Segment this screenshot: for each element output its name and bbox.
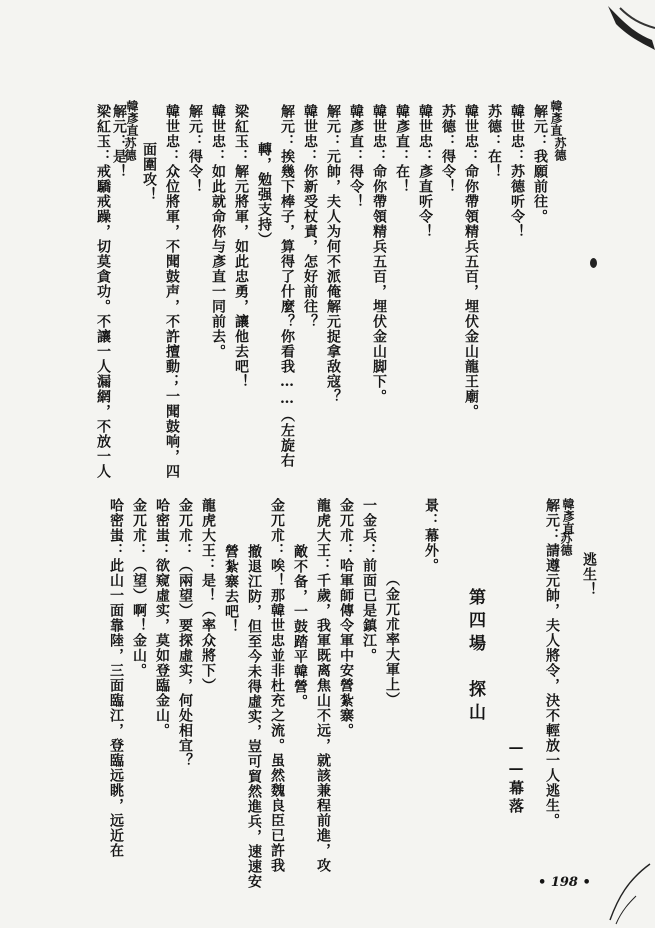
text-line: 哈密蚩：此山一面靠陸，三面臨江，登臨远眺，远近在 — [108, 498, 124, 858]
text-line: 金兀朮：唉！那韓世忠並非杜充之流。虽然魏良臣已許我 — [269, 498, 285, 873]
text-line: 金兀朮：哈軍師傳令軍中安營紮寨。 — [338, 498, 354, 738]
text-line: 韓彥直：在！ — [394, 104, 410, 194]
curtain-falls-label: ——幕落 — [507, 738, 525, 816]
scan-margin-mark — [606, 858, 654, 928]
text-line: 解元：挨幾下棒子，算得了什麼？你看我……（左旋右 — [279, 104, 295, 468]
text-line: 一金兵：前面已是鎮江。 — [361, 498, 377, 663]
text-line: 解元：元帥，夫人为何不派俺解元捉拿敌寇？ — [325, 104, 341, 404]
text-line: 梁紅玉：解元將軍，如此忠勇，讓他去吧！ — [233, 104, 249, 389]
text-line: 轉，勉强支持） — [256, 142, 272, 247]
text-line: 梁紅玉：戒驕戒躁，切莫貪功。不讓一人漏網，不放一人 — [95, 104, 111, 479]
text-line: 營紮寨去吧！ — [223, 544, 239, 634]
speaker-su-de-label: 苏德 — [553, 137, 567, 161]
text-line: 韓世忠：众位將軍，不聞鼓声，不許擅動；一聞鼓响，四 — [164, 104, 180, 479]
text-line: 解元：我願前往。 — [532, 104, 548, 224]
text-line: 金兀朮：（兩望）要探虛实，何处相宜？ — [177, 498, 193, 768]
text-line: 韓世忠：苏德听令！ — [509, 104, 525, 239]
speaker-han-yanzhi-label: 韓彥直 — [125, 100, 139, 136]
text-line: 解元：得令！ — [187, 104, 203, 194]
text-line: 解元：是！ — [111, 104, 127, 179]
stage-direction: （金兀朮率大軍上） — [384, 572, 400, 707]
text-line: 逃生！ — [581, 552, 597, 597]
text-line: 韓世忠：你新受杖責，怎好前往？ — [302, 104, 318, 329]
text-line: 解元：請遵元帥，夫人將令，決不輕放一人逃生。 — [544, 498, 560, 828]
stage-setting: 景：幕外。 — [423, 498, 439, 573]
scene-heading: 第四場 探山 — [465, 588, 485, 726]
text-line: 龍虎大王：千歲，我軍既离焦山不远，就該兼程前進，攻 — [315, 498, 331, 873]
ink-blot — [590, 258, 597, 268]
text-line: 敵不备，一鼓踏平韓營。 — [292, 544, 308, 709]
text-line: 龍虎大王：是！（率众將下） — [200, 498, 216, 693]
text-line: 金兀朮：（望）啊！金山。 — [131, 498, 147, 678]
speaker-su-de-label: 苏德 — [123, 137, 137, 161]
page-number: • 198 • — [538, 875, 591, 890]
text-line: 苏德：在！ — [486, 104, 502, 179]
speaker-han-yanzhi-label: 韓彥直 — [549, 100, 563, 136]
text-line: 面圍攻！ — [141, 142, 157, 202]
text-line: 苏德：得令！ — [440, 104, 456, 194]
folded-corner-artifact — [600, 0, 655, 65]
text-line: 韓世忠：命你帶領精兵五百，埋伏金山龍王廟。 — [463, 104, 479, 419]
text-line: 哈密蚩：欲窥虛实，莫如登臨金山。 — [154, 498, 170, 738]
text-line: 韓彥直：得令！ — [348, 104, 364, 209]
text-line: 韓世忠：彥直听令！ — [417, 104, 433, 239]
text-line: 韓世忠：如此就命你与彥直一同前去。 — [210, 104, 226, 359]
text-line: 撤退江防，但至今未得虛实，豈可貿然進兵，速速安 — [246, 544, 262, 889]
text-line: 韓世忠：命你帶領精兵五百，埋伏金山脚下。 — [371, 104, 387, 404]
speaker-han-yanzhi-label: 韓彥直 — [561, 498, 575, 534]
speaker-su-de-label: 苏德 — [559, 532, 573, 556]
